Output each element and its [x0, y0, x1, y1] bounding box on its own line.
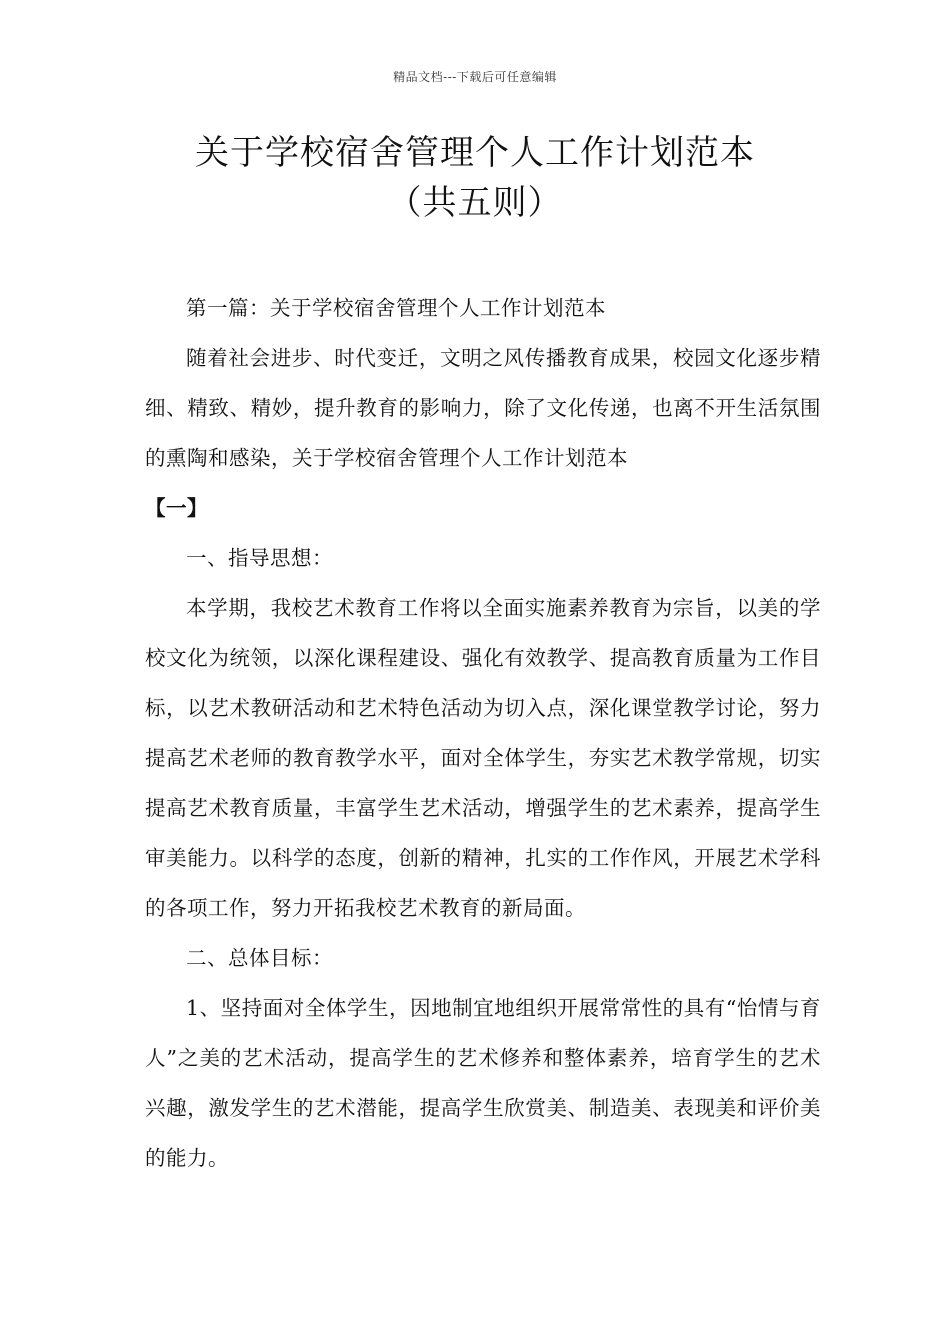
intro-paragraph: 随着社会进步、时代变迁，文明之风传播教育成果，校园文化逐步精细、精致、精妙，提升教育的影响力，除了文化传递，也离不开生活氛围的熏陶和感染，关于学校宿舍管理个人工作计划范本 [145, 346, 821, 470]
document-body [145, 283, 821, 1183]
subheading-overall-goals: 二、总体目标： [186, 946, 333, 970]
part-marker: 【一】 [145, 496, 208, 520]
section-heading: 第一篇：关于学校宿舍管理个人工作计划范本 [186, 296, 606, 320]
header-note: 精品文档---下载后可任意编辑 [393, 70, 557, 84]
title-line-2: （共五则） [387, 183, 563, 223]
guiding-ideology-paragraph: 本学期，我校艺术教育工作将以全面实施素养教育为宗旨，以美的学校文化为统领，以深化课程建设、强化有效教学、提高教育质量为工作目标，以艺术教研活动和艺术特色活动为切入点，深化课堂教学讨论，努力提高艺术老师的教育教学水平，面对全体学生，夯实艺术教学常规，切实提高艺术教育质量，丰富学生艺术活动，增强学生的艺术素养，提高学生审美能力。以科学的态度，创新的精神，扎实的工作作风，开展艺术学科的各项工作，努力开拓我校艺术教育的新局面。 [145, 596, 821, 920]
subheading-guiding-ideology: 一、指导思想： [186, 546, 333, 570]
document-title [100, 128, 850, 228]
goal-item-1: 1、坚持面对全体学生，因地制宜地组织开展常常性的具有“怡情与育人”之美的艺术活动，提高学生的艺术修养和整体素养，培育学生的艺术兴趣，激发学生的艺术潜能，提高学生欣赏美、制造美、表现美和评价美的能力。 [145, 996, 821, 1170]
title-line-1: 关于学校宿舍管理个人工作计划范本 [195, 133, 755, 173]
